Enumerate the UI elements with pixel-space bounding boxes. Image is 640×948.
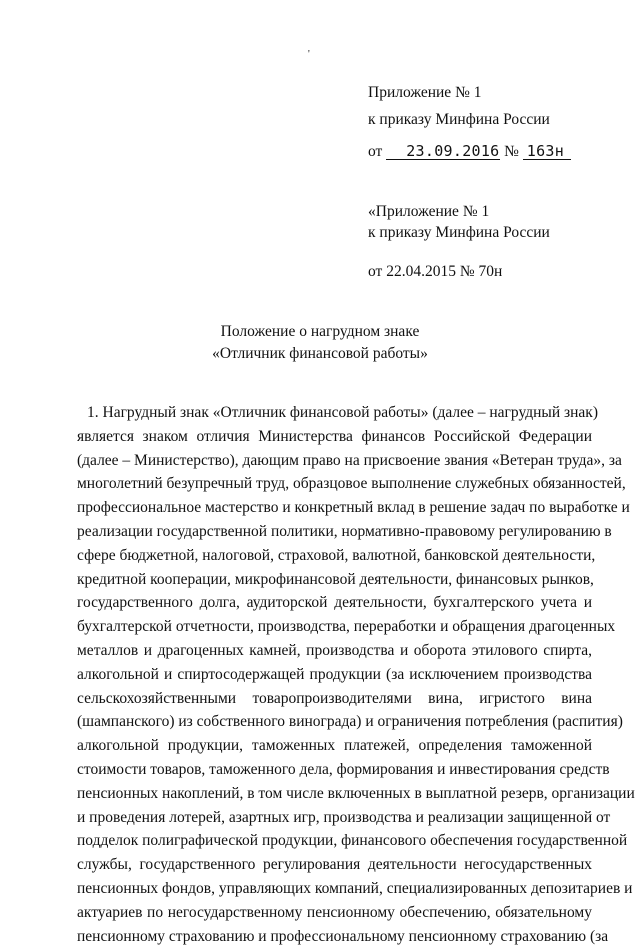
paragraph-line: службы, государственного регулирования деятельности негосударственных <box>77 856 592 874</box>
paragraph-line: государственного долга, аудиторской деятельности, бухгалтерского учета и <box>77 594 592 612</box>
paragraph-line: стоимости товаров, таможенного дела, формирования и инвестирования средств <box>77 760 610 778</box>
old-appendix-line2: к приказу Минфина России <box>368 224 550 241</box>
appendix-header-line1: Приложение № 1 <box>368 84 482 101</box>
paragraph-line: сельскохозяйственными товаропроизводителями вина, игристого вина <box>77 689 592 707</box>
paragraph-line: пенсионных накоплений, в том числе включенных в выплатной резерв, организации <box>77 784 635 802</box>
paragraph-line: (далее – Министерство), дающим право на присвоение звания «Ветеран труда», за <box>77 451 622 469</box>
paragraph-line: алкогольной и спиртосодержащей продукции (за исключением производства <box>77 665 592 683</box>
paragraph-line: 1. Нагрудный знак «Отличник финансовой работы» (далее – нагрудный знак) <box>87 404 598 421</box>
body-paragraph <box>77 401 635 948</box>
paragraph-line: пенсионному страхованию и профессиональному пенсионному страхованию (за <box>77 927 609 945</box>
paragraph-line: является знаком отличия Министерства финансов Российской Федерации <box>77 427 592 445</box>
paragraph-line: и проведения лотерей, азартных игр, производства и реализации защищенной от <box>77 808 611 826</box>
old-appendix-line1: «Приложение № 1 <box>368 203 490 220</box>
appendix-header-line2: к приказу Минфина России <box>368 111 550 128</box>
paragraph-line: профессиональное мастерство и конкретный вклад в решение задач по выработке и <box>77 499 630 517</box>
paragraph-line: сфере бюджетной, налоговой, страховой, валютной, банковской деятельности, <box>77 546 596 564</box>
order-number-value: 163н <box>523 144 571 160</box>
document-title-line2: «Отличник финансовой работы» <box>212 345 428 362</box>
number-prefix: № <box>504 143 519 160</box>
old-appendix-line3: от 22.04.2015 № 70н <box>368 263 503 280</box>
document-title-line1: Положение о нагрудном знаке <box>220 323 420 340</box>
paragraph-line: пенсионных фондов, управляющих компаний, специализированных депозитариев и <box>77 879 633 897</box>
paragraph-line: бухгалтерской отчетности, производства, переработки и обращения драгоценных <box>77 618 616 636</box>
date-prefix: от <box>368 143 383 160</box>
paragraph-line: многолетний безупречный труд, образцовое выполнение служебных обязанностей, <box>77 475 626 493</box>
paragraph-line: кредитной кооперации, микрофинансовой деятельности, финансовых рынков, <box>77 570 594 588</box>
paragraph-line: (шампанского) из собственного винограда) и ограничения потребления (распития) <box>77 713 623 731</box>
paragraph-line: металлов и драгоценных камней, производства и оборота этилового спирта, <box>77 641 592 659</box>
appendix-header-date-line <box>368 143 571 161</box>
paragraph-line: подделок полиграфической продукции, финансового обеспечения государственной <box>77 832 628 850</box>
paragraph-line: алкогольной продукции, таможенных платежей, определения таможенной <box>77 737 592 755</box>
paragraph-line: реализации государственной политики, нормативно-правовому регулированию в <box>77 522 612 540</box>
scan-mark: ' <box>308 49 310 60</box>
paragraph-line: актуариев по негосударственному пенсионному обеспечению, обязательному <box>77 903 592 921</box>
date-value: 23.09.2016 <box>386 144 500 160</box>
